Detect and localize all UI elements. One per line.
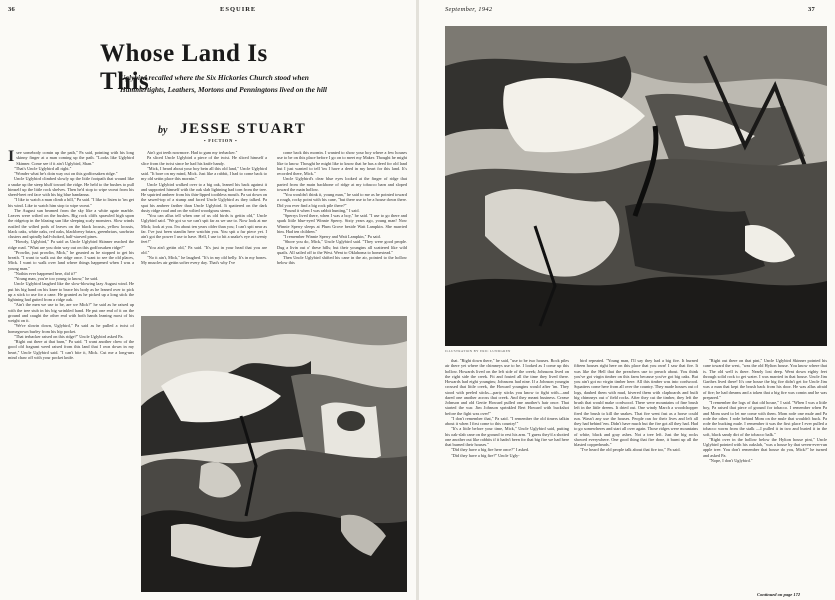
paragraph: The August sun beamed from the sky like a white agate marble. Leaves were wilted on the bushes. Big rock cliffs sprawled high upon the ridgetop in the blazing sun like sleeping scaly monsters. Slow winds rustled the wilted pods of leaves on the black locusts, yellow locusts, black oaks, white oaks, red oaks, blackberry briars, greenbriars, sawbriar clusters and spindly half-choked, half-starved pines. — [8, 207, 134, 239]
story-title: Whose Land Is This — [100, 40, 268, 95]
magazine-name: ESQUIRE — [220, 6, 257, 13]
paragraph: "We're slowin down, Uglybird," Pa said as he pulled a twist of homegrown burley from his hip pocket. — [8, 323, 134, 334]
section-label: • FICTION • — [204, 138, 238, 143]
text-column-left-1 — [8, 150, 134, 592]
paragraph: "Right over in the hollow below the Hylton house pint," Uncle Uglybird pointed with his oakslab, "was a house by that seven-ever-run apple tree. You don't remember that house do you, Mick?" he turned and asked Pa. — [703, 436, 827, 458]
paragraph: "I've heard the old people talk about that fire too," Pa said. — [580, 447, 681, 453]
paragraph: "Nope, I don't Uglybird." — [709, 457, 753, 463]
paragraph: "Did they have a big fire?" Uncle Ugly- — [451, 452, 520, 458]
illustration-lower-left — [141, 316, 407, 592]
right-page — [419, 0, 835, 600]
paragraph: "Did they have a big fire here once?" I asked. — [451, 447, 530, 453]
paragraph: Uncle Uglybird walked over to a big oak, leaned his back against it and supported himself with the oak slab lightning had torn from the tree. He squirted ambeer from his thin-lipped toothless mouth. Pa sat down on the sawed-top of a stump and faced Uncle Uglybird as they talked. Pa spat his ambeer farther than Uncle Uglybird. It spattered on the dark dusty ridge road and on the wilted woodgrass stems. — [141, 181, 267, 213]
continued-note: Continued on page 172 — [757, 592, 801, 597]
paragraph: "Howdy, Uglybird," Pa said as Uncle Uglybird Skinner reached the ridge road. "What are you doin way out on this godforsaken ridge?" — [8, 239, 134, 250]
paragraph: Then Uncle Uglybird shifted his cane in the air, pointed to the hollow below this — [277, 255, 407, 266]
text-column-left-3 — [277, 150, 407, 312]
paragraph: "I remember Winnie Sperry and Watt Lampkin," Pa said. — [283, 234, 381, 239]
illustration-top-right-drawing — [445, 26, 827, 346]
paragraph: "That terbacker raised on this ridge?" Uncle Uglybird asked Pa. — [14, 333, 124, 339]
paragraph: "I like to watch a man climb a hill," Pa said. "I like to listen to 'im get his wind. Like to watch him stop to wipe sweat." — [8, 197, 134, 208]
issue-date: September, 1942 — [445, 6, 493, 13]
left-page — [0, 0, 416, 600]
paragraph: Uncle Uglybird climbed slowly up the little footpath that wound like a snake up the steep bluff toward the ridge. He held to the bushes to pull himself up the little rock shelves. Then he'd stop to wipe sweat from his sheed-beet red face with his big blue bandanna. — [8, 176, 134, 197]
paragraph: "Ain't the men we use to be, are we Mick?" he said as he raised up with the tree stub in his big wrinkled hand. He put one end of it on the ground and caught the other end with both hands leaning most of his weight on it. — [8, 302, 134, 323]
paragraph: I see somebody comin up the path," Pa said, pointing with his long skinny finger at a man coming up the path. "Looks like Uglybird Skinner. Come see if it ain't Uglybird, Shan." — [8, 150, 134, 166]
right-page-number: 37 — [808, 6, 816, 13]
paragraph: Uncle Uglybird's clear blue eyes looked at the finger of ridge that parted from the main backbone of ridge at my tobacco barn and sloped toward the main hollow. — [277, 176, 407, 192]
paragraph: "Nothin ever happened here, did it?" — [14, 270, 77, 276]
paragraph: "You can allus tell when one of us old birds is gettin old," Uncle Uglybird said. "We got so we can't spit far as we use to. Now look at me Mick; look at you. I'm about ten years older than you; I can't spit near as far. I've just been standin here watchin you. You spit a fur piece yet. I ain't got the power I use to have. Hell, I use to hit a snake's eye at twenty feet!" — [141, 213, 267, 245]
paragraph: "Found it when I was rabbit hunting," I said. — [283, 207, 360, 213]
byline-by: by — [158, 125, 168, 136]
paragraph: "Right out there on that pint," Uncle Uglybird Skinner pointed his cane toward the west, "was the old Hylton house. You know where that is. The old well is there. Nearly lost deep. Went down eighty feet through solid rock to get water. I was married in that house. Uncle Jim Garthes lived there! It's one house the big fire didn't get for Uncle Jim was a man that kept the brush back from his door. He was allus afraid of fire; he had dreams and a token that a big fire was comin and he was prepared." — [703, 358, 827, 400]
paragraph: "Shore you do, Mick," Uncle Uglybird said. "They were good people. Dug a livin out o' these hills; but their youngins all scattered like wild quails. All sailed off to the West. Went to Oklahoma to homestead." — [277, 239, 407, 255]
paragraph: Uncle Uglybird laughed like the slow-blowing lazy August wind. He put his big hand on his knee to brace his body as he leaned over to pick up a stick to use for a cane. He grunted as he picked up a long stick the lightning had gutted from a ridge oak. — [8, 281, 134, 302]
paragraph: "I don't remember that," Pa said. "I remember the old timers talkin about it when I first come to this country!" — [445, 415, 569, 426]
paragraph: "You ain't gettin old," Pa said. "It's just in your head that you are old." — [141, 244, 267, 255]
illustration-credit: ILLUSTRATION BY ERIC LUNDGREN — [445, 349, 511, 353]
text-column-left-2 — [141, 150, 267, 312]
paragraph: "Right out there at that barn," Pa said. "I want another chew of the good old fragrant weed raised from this land that I own down in my heart," Uncle Uglybird said. "I can't bite it, Mick. Cut me a long-uns mind chaw off with your pocket knife. — [8, 339, 134, 360]
paragraph: come back this mornin. I wanted to show your boy where a few houses use to be on this place before I go on to meet my Maker. Thought he might like to know. Thought he might like to know that he has a deed for old land but I just wanted to tell 'im I have a deed in my heart for this land. It's recorded there, Mick." — [277, 150, 407, 176]
text-column-right-1 — [445, 358, 569, 588]
paragraph: "Sperrys lived there, when I was a boy," he said. "I use to go there and spark little blue-eyed Winnie Sperry. Sixty years ago, young man! Now Winnie Sperry sleeps at Plum Grove beside Watt Lampkin. She married him. Had ten children." — [277, 213, 407, 234]
paragraph: "That's Uncle Uglybird all right." — [14, 165, 72, 171]
text-column-right-3 — [703, 358, 827, 584]
paragraph: "Wonder what he's doin way out on this godforsaken ridge." — [14, 171, 118, 176]
paragraph: "Young man, you're too young to know," he said. — [14, 276, 99, 281]
illustration-lower-left-drawing — [141, 316, 407, 592]
text-column-right-2 — [574, 358, 698, 588]
paragraph: that. "Right down there," he said, "use to be two houses. Rock piles air there yet where the chimneys use to be. I looked as I come up this hollow. Howards lived on the left side of the creek; Johnsons lived on the right side the creek. Fit and fouted all the time they lived there. Howards had eight youngins; Johnsons had nine. If a Johnson youngin crossed that little creek, the Howard youngins would after 'im. They stood with peeled sticks—party sticks you know to fight with—and dared one another across that creek. And they meant business. Crease Johnson and old Gertie Howard pulled one another's hair once. That started the war. Jim Johnson sprinkled Bert Howard with buckshot before the fight was over!" — [445, 358, 569, 416]
paragraph: "Prowlin, just prowlin, Mick," he grunted as he stopped to get his breath. "I want to walk out the ridge once. I want to see the old places, Mick. I want to walk over land where things happened when I was a young man." — [8, 249, 134, 271]
paragraph: "It's a little before your time, Mick," Uncle Uglybird said, putting his oak-slab cane on the ground to rest his arm. "I guess they'd a shotted one another out like rabbits if it hadn't been for that big fire we had here that burned their houses." — [445, 426, 569, 447]
illustration-top-right — [445, 26, 827, 346]
left-page-number: 36 — [8, 6, 16, 13]
paragraph: "No it ain't, Mick," he laughed. "It's in my old belly. It's in my bones. My muscles air gettin softer every day. That's why I've — [141, 255, 267, 266]
drop-cap: I — [8, 150, 15, 165]
paragraph: Ain't got teeth nowmore. Had to gum my terbacker." — [147, 150, 238, 155]
paragraph: "I remember the logs of that old house," I said. "When I was a little boy, Pa raised that piece of ground for tobacco. I remember when Pa and Mom used to let me come with them. Mom rode one mule and Pa rode the other. I rode behind Mom on the mule that wouldn't buck. Pa rode the bucking mule. I remember it was the first place I ever pulled a tobacco worm from the stalk —I pulled it in two and buried it in the soft, black sandy dirt of the tobacco balk." — [703, 400, 827, 437]
paragraph: bird repeated. "Young man, I'll say they had a big fire. It burned fifteen houses right here on this place that you own! I saw that fire. It was like the Hell that the preachers use to preach about. You think you've got virgin timber on this farm because you've got big oaks. But you ain't got no virgin timber here. All this timber was into cordwood. Squatters come here from all over the country. They made houses out of logs, daubed them with mud, kivered them with clapboards and built big chimneys out o' field rocks. After they cut the timber, they left the brush that would make cordwood. There were mountains of fine brush left in the little dreens. It dried out. One windy March a woodchopper fired the brush to kill the snakes. That fire went fast as a horse could run. Wasn't any use the houses. People ran for their lives and left all they had behind 'em. Didn't have much but the fire got all they had. Had to go somewheres and start all over again. Those ridges were mountains of white, black and gray ashes. Not a tree left. Just the big rocks showed everywhere. One good thing that fire done, it burnt up all the blasted copperheads." — [574, 358, 698, 447]
author-name: JESSE STUART — [180, 121, 307, 137]
story-deck: Uglybird recalled where the Six Hickories Church stood when Hammertights, Leathers, Mortons and Penningtons lived on the hill — [120, 73, 327, 94]
paragraph: "Mick, I heard about your boy bein all this old land," Uncle Uglybird said. "It bore on my mind, Mick. Just like a rabbit, I had to come back to my old settin place this mornin." — [141, 165, 267, 182]
paragraph: "You wouldn't think it, young man," he said to me as he pointed toward a rough, rocky point with his cane, "but there use to be a house down there. Did you ever find a big rock pile there?" — [277, 192, 407, 208]
paragraph: Pa sliced Uncle Uglybird a piece of the twist. He sliced himself a slice from the twist since he had his knife handy. — [141, 155, 267, 166]
